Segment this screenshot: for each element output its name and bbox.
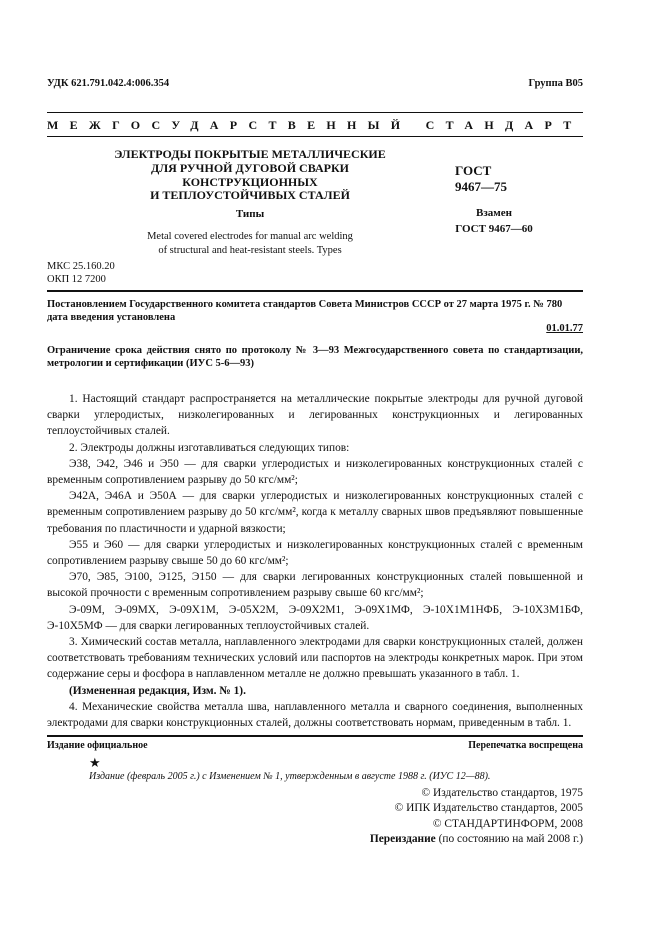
group-code: Группа В05 bbox=[528, 78, 583, 89]
okp-code: ОКП 12 7200 bbox=[47, 273, 106, 285]
paragraph: Э70, Э85, Э100, Э125, Э150 — для сварки легированных конструкционных сталей повышенной и высокой прочности с временным сопротивлением разрыву свыше 60 кгс/мм²; bbox=[47, 571, 583, 600]
copyright-line: © СТАНДАРТИНФОРМ, 2008 bbox=[432, 817, 583, 830]
limitation-note: Ограничение срока действия снято по протоколу № 3—93 Межгосударственного совета по стандартизации, метрологии и сертификации (ИУС 5-6—93) bbox=[47, 345, 583, 370]
paragraph: 1. Настоящий стандарт распространяется на металлические покрытые электроды для ручной дуговой сварки углеродистых, низколегированных и легированных конструкционных и легированных теплоустойчивых сталей. bbox=[47, 393, 583, 438]
official-edition-label: Издание официальное bbox=[47, 740, 148, 751]
paragraph: 3. Химический состав металла, наплавленного электродами для сварки конструкционных сталей, должен соответствовать требованиям технических условий или паспортов на электроды конкретных марок. При этом содержание серы и фосфора в наплавленном металле не должно превышать указанного в табл. 1. bbox=[47, 636, 583, 681]
classification-codes bbox=[47, 261, 115, 286]
footer-rule bbox=[47, 735, 583, 737]
paragraph: Э55 и Э60 — для сварки углеродистых и низколегированных конструкционных сталей с временным сопротивлением разрыву свыше 50 до 60 кгс/мм²; bbox=[47, 538, 583, 568]
star-icon: ★ bbox=[89, 755, 101, 770]
top-rule bbox=[47, 112, 583, 113]
amendment-note: (Измененная редакция, Изм. № 1). bbox=[69, 684, 246, 697]
paragraph: 4. Механические свойства металла шва, наплавленного металла и сварного соединения, выполненных электродами для сварки конструкционных сталей, должны соответствовать нормам, приведенным в табл. 1. bbox=[47, 700, 583, 730]
replaces-block bbox=[444, 206, 544, 238]
paragraph: Э38, Э42, Э46 и Э50 — для сварки углеродистых и низколегированных конструкционных сталей с временным сопротивлением разрыву до 50 кгс/мм²; bbox=[47, 457, 583, 487]
english-title-line: Metal covered electrodes for manual arc welding bbox=[147, 231, 353, 242]
decree-text: Постановлением Государственного комитета стандартов Совета Министров СССР от 27 марта 1975 г. № 780 дата введения установлена bbox=[47, 299, 563, 324]
reissue-label: Переиздание bbox=[369, 833, 436, 846]
title-line: ЭЛЕКТРОДЫ ПОКРЫТЫЕ МЕТАЛЛИЧЕСКИЕ bbox=[114, 147, 386, 161]
copyright-line: © ИПК Издательство стандартов, 2005 bbox=[394, 802, 583, 815]
title-line: КОНСТРУКЦИОННЫХ bbox=[182, 174, 318, 189]
reprint-prohibited-label: Перепечатка воспрещена bbox=[468, 740, 583, 751]
title-line: ДЛЯ РУЧНОЙ ДУГОВОЙ СВАРКИ bbox=[150, 160, 349, 175]
replaces-label: Взамен bbox=[476, 207, 512, 219]
main-text bbox=[47, 391, 583, 731]
document-subtitle: Типы bbox=[235, 208, 265, 220]
gost-number: 9467—75 bbox=[455, 178, 507, 194]
standard-type-heading: МЕЖГОСУДАРСТВЕННЫЙ СТАНДАРТ bbox=[47, 118, 583, 132]
paragraph: Э42А, Э46А и Э50А — для сварки углеродистых и низколегированных конструкционных сталей с временным сопротивлением разрыву до 50 кгс/мм², когда к металлу сварных швов предъявляют повышенные требования по пластичности и ударной вязкости; bbox=[47, 490, 583, 535]
replaced-standard: ГОСТ 9467—60 bbox=[455, 222, 533, 235]
udc-code: УДК 621.791.042.4:006.354 bbox=[47, 78, 170, 89]
copyright-block bbox=[370, 786, 583, 848]
mks-code: МКС 25.160.20 bbox=[47, 261, 115, 272]
gost-label: ГОСТ bbox=[455, 163, 492, 178]
decree-rule bbox=[47, 290, 583, 292]
paragraph: 2. Электроды должны изготавливаться следующих типов: bbox=[69, 441, 350, 454]
copyright-line: © Издательство стандартов, 1975 bbox=[421, 787, 583, 799]
paragraph: Э-09М, Э-09МХ, Э-09Х1М, Э-05Х2М, Э-09Х2М1, Э-09Х1МФ, Э-10Х1М1НФБ, Э-10Х3М1БФ, Э-10Х5МФ — для сварки легированных теплоустойчивых сталей. bbox=[47, 603, 583, 632]
heading-rule bbox=[47, 136, 583, 137]
title-line: И ТЕПЛОУСТОЙЧИВЫХ СТАЛЕЙ bbox=[150, 188, 350, 203]
english-title bbox=[100, 230, 400, 258]
document-title bbox=[100, 148, 400, 203]
reissue-text: (по состоянию на май 2008 г.) bbox=[438, 833, 583, 846]
edition-note: Издание (февраль 2005 г.) с Изменением № 1, утвержденным в августе 1988 г. (ИУС 12—88). bbox=[89, 771, 491, 782]
effective-date: 01.01.77 bbox=[546, 323, 583, 334]
gost-number-block bbox=[455, 163, 545, 194]
english-title-line: of structural and heat-resistant steels. Types bbox=[158, 244, 342, 256]
reissue-line bbox=[370, 832, 583, 847]
